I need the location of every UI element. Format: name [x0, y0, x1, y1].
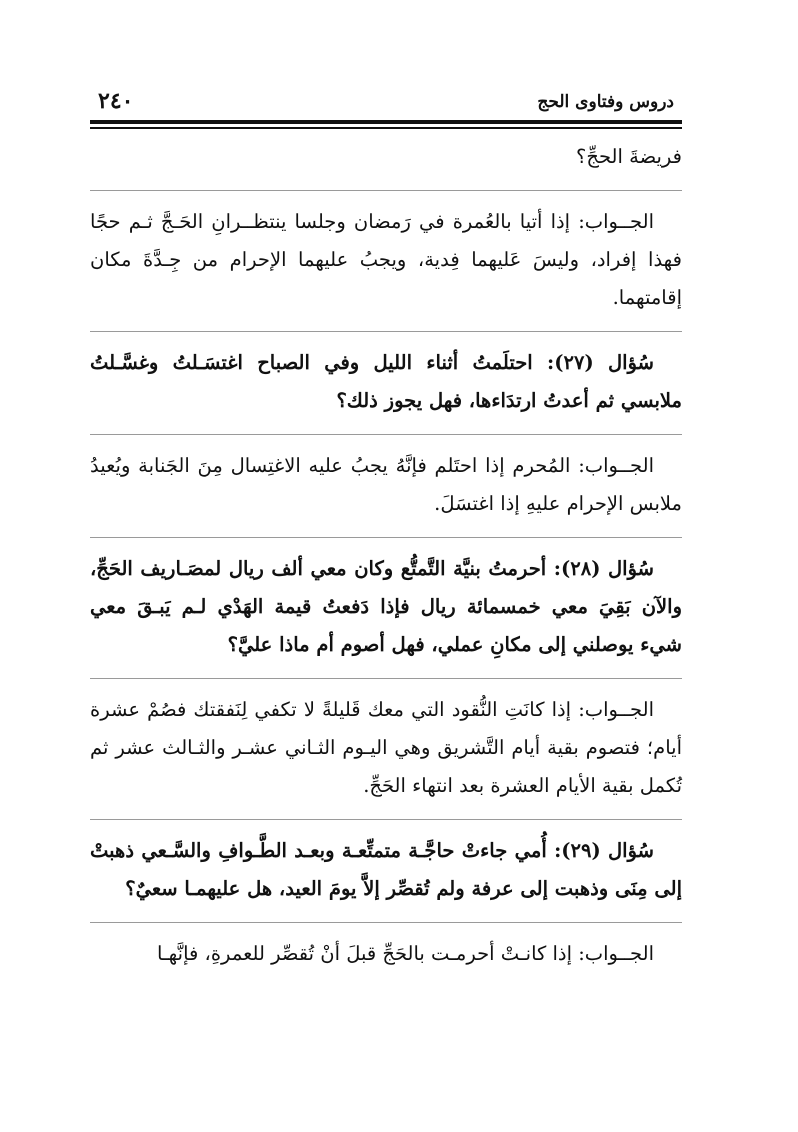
page-header — [90, 88, 682, 116]
answer-paragraph: الجــواب: المُحرم إذا احتَلم فإنَّهُ يجبُ عليه الاغتِسال مِنَ الجَنابة ويُعيدُ ملابس الإحرام عليهِ إذا اغتسَلَ. — [90, 454, 682, 515]
page-number: ٢٤٠ — [98, 88, 134, 114]
question-paragraph: سُؤال (٢٧): احتلَمتُ أثناء الليل وفي الصباح اغتسَـلتُ وغسَّـلتُ ملابسي ثم أعدتُ ارتدَاءها، فهل يجوز ذلك؟ — [90, 351, 682, 412]
section-divider — [90, 537, 682, 538]
running-title: دروس وفتاوى الحج — [537, 92, 674, 112]
section-divider — [90, 922, 682, 923]
section-divider — [90, 331, 682, 332]
answer-paragraph: الجــواب: إذا أتيا بالعُمرة في رَمضان وجلسا ينتظــرانِ الحَـجَّ ثـم حجًا فهذا إفراد، وليسَ عَليهما فِدية، ويجبُ عليهما الإحرام من جِـدَّةَ مكان إقامتهما. — [90, 210, 682, 309]
section-divider — [90, 190, 682, 191]
page-body — [90, 138, 682, 987]
header-rule-thin — [90, 127, 682, 129]
header-rule-thick — [90, 120, 682, 124]
section-divider — [90, 434, 682, 435]
section-divider — [90, 678, 682, 679]
paragraph-continuation: فريضةَ الحجِّ؟ — [576, 145, 682, 168]
question-paragraph: سُؤال (٢٩): أُمي جاءتْ حاجَّـة متمتِّعـة وبعـد الطَّـوافِ والسَّـعي ذهبتْ إلى مِنَى وذهبت إلى عرفة ولم تُقصِّر إلاَّ يومَ العيد، هل عليهمـا سعيٌ؟ — [90, 839, 682, 900]
answer-paragraph: الجــواب: إذا كانَتِ النُّقود التي معك قَليلةً لا تكفي لِنَفقتك فصُمْ عشرة أيام؛ فتصوم بقية أيام التَّشريق وهي اليـوم الثـاني عشـر والثـالث عشر ثم تُكمل بقية الأيام العشرة بعد انتهاء الحَجِّ. — [90, 698, 682, 797]
section-divider — [90, 819, 682, 820]
answer-paragraph: الجــواب: إذا كانـتْ أحرمـت بالحَجِّ قبلَ أنْ تُقصِّر للعمرةِ، فإنَّهـا — [157, 942, 654, 965]
question-paragraph: سُؤال (٢٨): أحرمتُ بنيَّة التَّمتُّع وكان معي ألف ريال لمصَـاريف الحَجِّ، والآن بَقِيَ معي خمسمائة ريال فإذا دَفعتُ قيمة الهَدْي لـم يَبـقَ معي شيء يوصلني إلى مكانِ عملي، فهل أصوم أم ماذا عليَّ؟ — [90, 557, 682, 656]
